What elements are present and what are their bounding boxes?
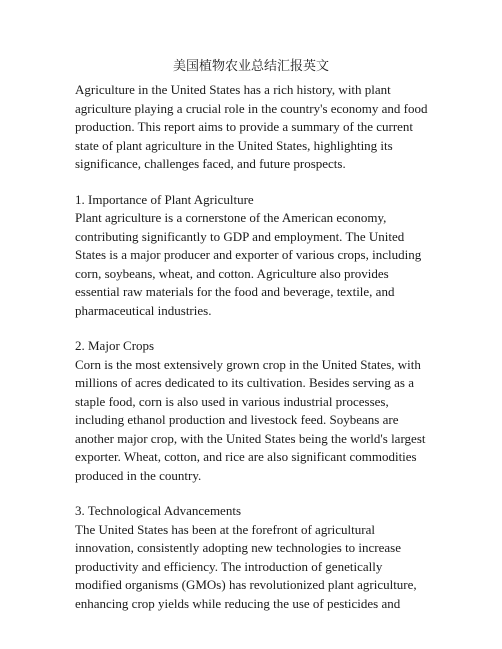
section-technological-advancements (75, 502, 430, 613)
intro-paragraph: Agriculture in the United States has a rich history, with plant agriculture playing a crucial role in the country's economy and food production. This report aims to provide a summary of the current state of plant agriculture in the United States, highlighting its significance, challenges faced, and future prospects. (75, 82, 428, 171)
section-heading: 1. Importance of Plant Agriculture (75, 191, 254, 207)
section-major-crops (75, 337, 430, 485)
section-paragraph: Corn is the most extensively grown crop in the United States, with millions of acres dedicated to its cultivation. Besides serving as a staple food, corn is also used in various industrial processes, including ethanol production and livestock feed. Soybeans are another major crop, with the United States being the world's largest exporter. Wheat, cotton, and rice are also significant commodities produced in the country. (75, 356, 426, 483)
section-importance (75, 191, 430, 321)
section-heading: 3. Technological Advancements (75, 503, 241, 518)
section-heading: 2. Major Crops (75, 338, 155, 353)
document-title: 美国植物农业总结汇报英文 (172, 58, 329, 73)
section-paragraph: The United States has been at the forefront of agricultural innovation, consistently adopting new technologies to increase productivity and efficiency. The introduction of genetically modified organisms (GMOs) has revolutionized plant agriculture, enhancing crop yields while reducing the use of pesticides and (75, 521, 417, 611)
section-paragraph: Plant agriculture is a cornerstone of the American economy, contributing significantly to GDP and employment. The United States is a major producer and exporter of various crops, including corn, soybeans, wheat, and cotton. Agriculture also provides essential raw materials for the food and beverage, textile, and pharmaceutical industries. (75, 210, 422, 318)
document-body (75, 81, 430, 630)
